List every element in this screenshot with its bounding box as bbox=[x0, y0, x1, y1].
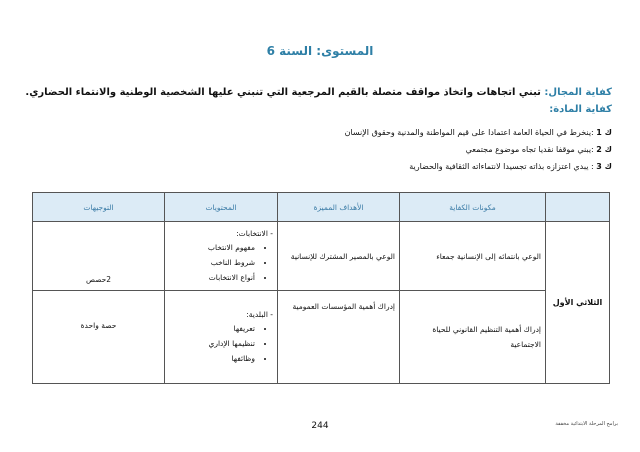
list-item: • تعريفها bbox=[169, 321, 255, 336]
guidance-cell: 2حصص bbox=[33, 222, 165, 291]
content-list bbox=[169, 240, 273, 285]
header-guidance: التوجيهات bbox=[33, 193, 165, 222]
content-cell bbox=[165, 222, 278, 291]
subject-competency bbox=[22, 104, 612, 115]
component-1-code: ك 1 bbox=[596, 128, 612, 137]
content-list bbox=[169, 321, 273, 366]
header-contents: المحتويات bbox=[165, 193, 278, 222]
component-2-text: :يبني موقفا نقديا تجاه موضوع مجتمعي bbox=[465, 145, 594, 154]
header-goals: الأهداف المميزة bbox=[278, 193, 400, 222]
component-2 bbox=[22, 145, 612, 154]
content-heading: - البلدية: bbox=[246, 310, 273, 319]
table-row bbox=[33, 222, 610, 291]
content-cell bbox=[165, 291, 278, 384]
component-3-code: ك 3 bbox=[596, 162, 612, 171]
table-row bbox=[33, 291, 610, 384]
component-3 bbox=[22, 162, 612, 171]
goal-cell: إدراك أهمية المؤسسات العمومية bbox=[278, 291, 400, 384]
list-item: • وظائفها bbox=[169, 351, 255, 366]
guidance-cell: حصة واحدة bbox=[33, 291, 165, 384]
page-number: 244 bbox=[311, 421, 329, 431]
list-item: • أنواع الانتخابات bbox=[169, 270, 255, 285]
field-competency-text: تبني اتجاهات واتخاذ مواقف متصلة بالقيم المرجعية التي تنبني عليها الشخصية الوطنية والانتماء الحضاري. bbox=[25, 87, 541, 98]
goal-cell: الوعي بالمصير المشترك للإنسانية bbox=[278, 222, 400, 291]
curriculum-table bbox=[32, 192, 610, 384]
component-2-code: ك 2 bbox=[596, 145, 612, 154]
list-item: • شروط الناخب bbox=[169, 255, 255, 270]
component-cell: إدراك أهمية التنظيم القانوني للحياة الاجتماعية bbox=[400, 291, 546, 384]
field-competency-label: كفاية المجال: bbox=[544, 87, 612, 98]
content-heading: - الانتخابات: bbox=[236, 229, 273, 238]
list-item: • تنظيمها الإداري bbox=[169, 336, 255, 351]
period-cell: الثلاثي الأول bbox=[546, 222, 610, 384]
level-title: المستوى: السنة 6 bbox=[266, 44, 374, 58]
header-period bbox=[546, 193, 610, 222]
component-1-text: :ينخرط في الحياة العامة اعتمادا على قيم المواطنة والمدنية وحقوق الإنسان bbox=[344, 128, 594, 137]
field-competency bbox=[22, 87, 612, 98]
component-3-text: : يبدي اعتزازه بذاته تجسيدا لانتماءاته الثقافية والحضارية bbox=[409, 162, 594, 171]
component-cell: الوعي بانتمائه إلى الإنسانية جمعاء bbox=[400, 222, 546, 291]
subject-competency-label: كفاية المادة: bbox=[549, 104, 612, 115]
footer-text: برامج المرحلة الابتدائية مخففة bbox=[555, 421, 618, 427]
header-components: مكونات الكفاية bbox=[400, 193, 546, 222]
table-header-row bbox=[33, 193, 610, 222]
component-1 bbox=[22, 128, 612, 137]
list-item: • مفهوم الانتخاب bbox=[169, 240, 255, 255]
